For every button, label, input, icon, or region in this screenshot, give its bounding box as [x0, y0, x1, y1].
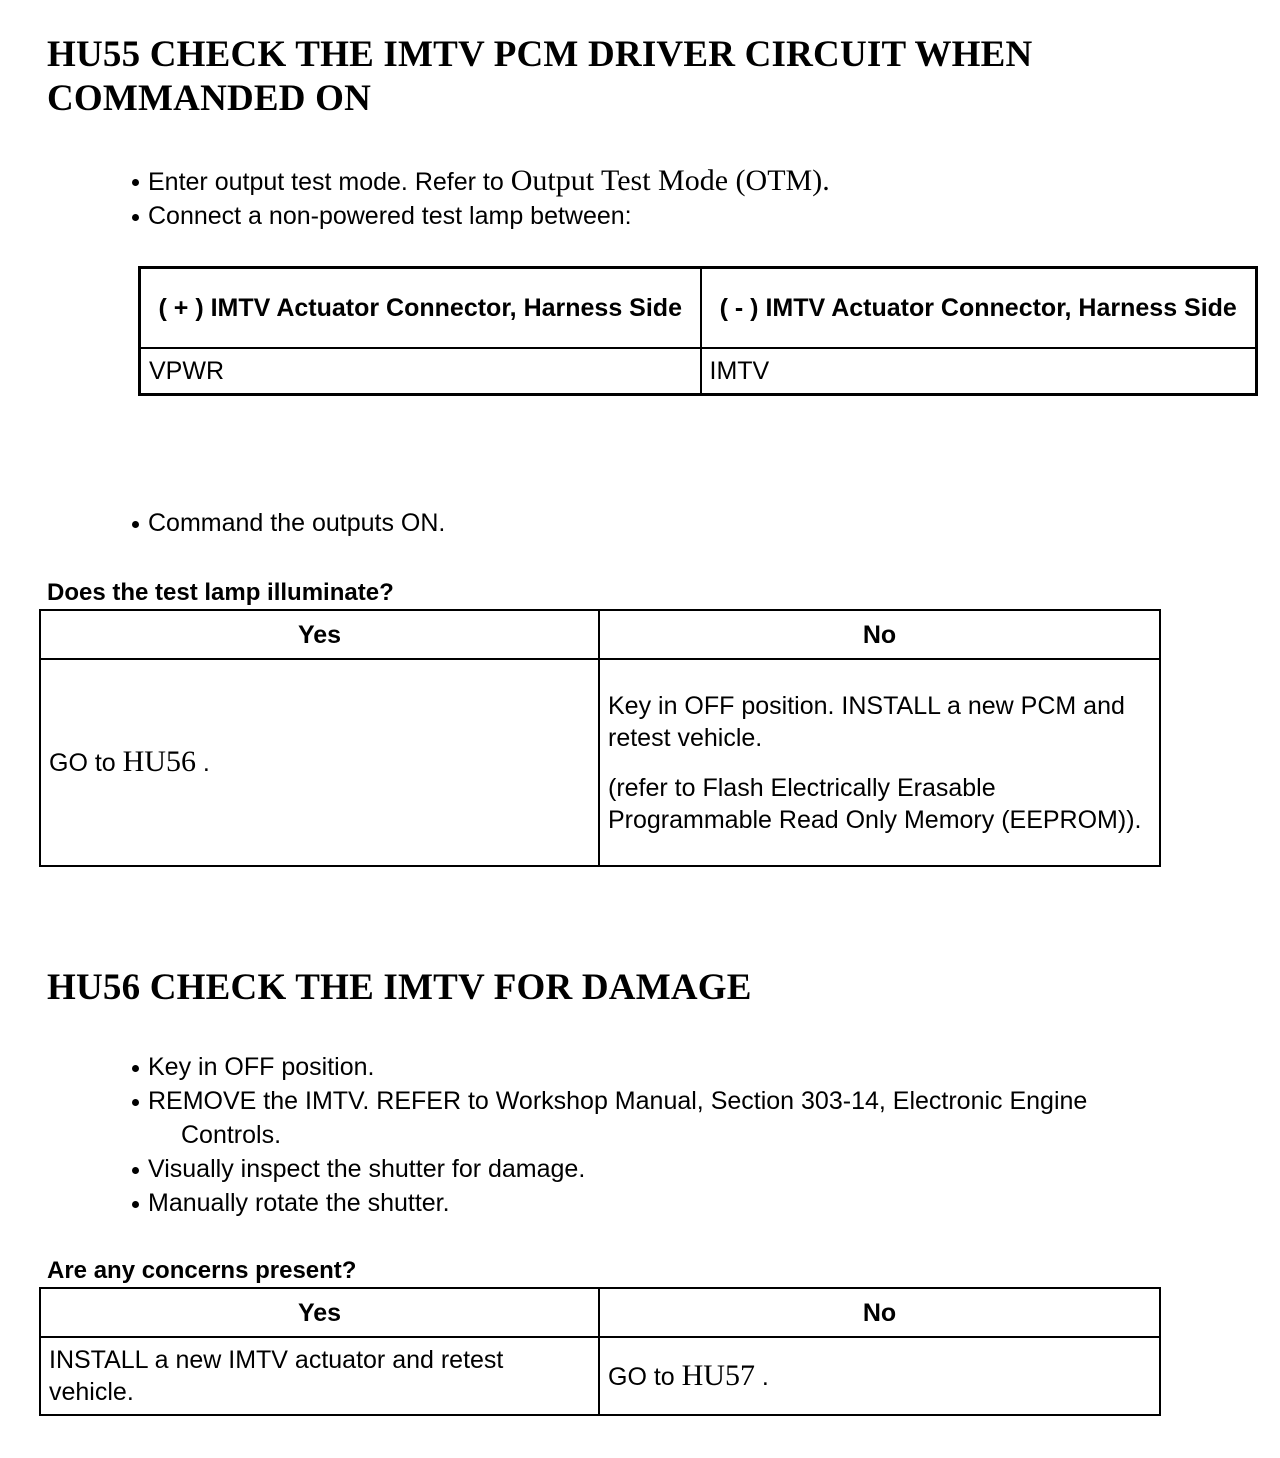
hu56-step-key-off: Key in OFF position. [130, 1050, 1087, 1084]
hu55-step-command-on: Command the outputs ON. [130, 506, 445, 540]
hu56-steps-list [130, 1050, 1087, 1220]
hu55-steps-list [130, 164, 830, 233]
hu56-question: Are any concerns present? [47, 1257, 357, 1284]
hu55-title-line2: COMMANDED ON [47, 78, 372, 119]
hu56-answer-table [39, 1287, 1161, 1416]
hu56-title: HU56 CHECK THE IMTV FOR DAMAGE [47, 967, 752, 1008]
hu56-step-remove-imtv: REMOVE the IMTV. REFER to Workshop Manual, Section 303-14, Electronic Engine Controls. [130, 1084, 1087, 1152]
hu55-question: Does the test lamp illuminate? [47, 579, 394, 606]
hu56-yes-cell: INSTALL a new IMTV actuator and retest vehicle. [40, 1337, 599, 1415]
hu56-yes-header: Yes [40, 1288, 599, 1337]
hu56-link[interactable]: HU56 [122, 745, 196, 778]
hu55-no-cell [599, 659, 1160, 866]
hu55-steps-list-2 [130, 506, 445, 540]
connection-header-negative: ( - ) IMTV Actuator Connector, Harness Side [701, 268, 1257, 348]
hu55-yes-cell: GO to HU56 . [40, 659, 599, 866]
hu56-step-rotate-shutter: Manually rotate the shutter. [130, 1186, 1087, 1220]
hu56-step-inspect-shutter: Visually inspect the shutter for damage. [130, 1152, 1087, 1186]
connection-table [138, 266, 1258, 396]
hu55-title-line1: HU55 CHECK THE IMTV PCM DRIVER CIRCUIT WHEN [47, 34, 1033, 75]
hu55-yes-header: Yes [40, 610, 599, 659]
connection-cell-vpwr: VPWR [140, 348, 701, 395]
hu55-answer-table [39, 609, 1161, 867]
hu55-title [47, 33, 1032, 121]
hu56-no-cell: GO to HU57 . [599, 1337, 1160, 1415]
hu55-step-enter-otm: Enter output test mode. Refer to Output Test Mode (OTM). [130, 164, 830, 199]
hu55-no-header: No [599, 610, 1160, 659]
hu55-step-connect-lamp: Connect a non-powered test lamp between: [130, 199, 830, 233]
hu56-no-header: No [599, 1288, 1160, 1337]
hu57-link[interactable]: HU57 [681, 1358, 755, 1392]
hu55-no-instruction: Key in OFF position. INSTALL a new PCM and retest vehicle. [608, 691, 1125, 752]
otm-link[interactable]: Output Test Mode (OTM). [510, 164, 830, 197]
connection-cell-imtv: IMTV [701, 348, 1257, 395]
connection-header-positive: ( + ) IMTV Actuator Connector, Harness Side [140, 268, 701, 348]
eeprom-reference-link[interactable]: (refer to Flash Electrically Erasable Programmable Read Only Memory (EEPROM)). [608, 773, 1142, 834]
